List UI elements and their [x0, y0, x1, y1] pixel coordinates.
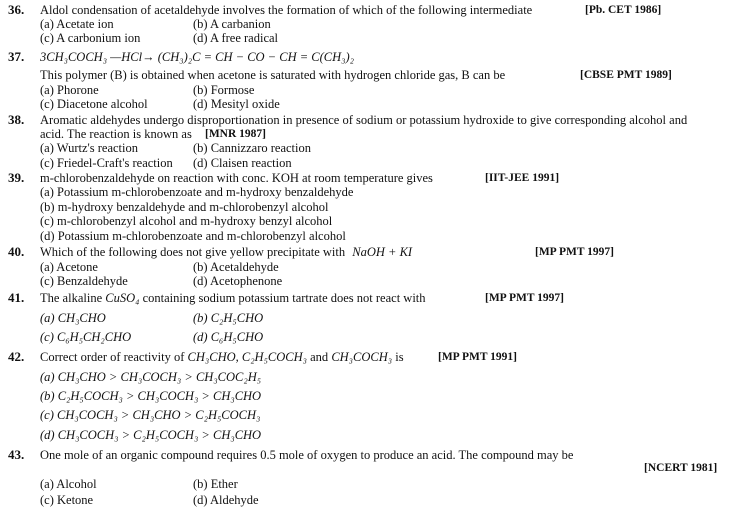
option-b[interactable]: (b) C₂H₅COCH₃ > CH₃COCH₃ > CH₃CHO [40, 389, 262, 403]
question-text: Aromatic aldehydes undergo disproportionation in presence of sodium or potassium hydroxide to give corresponding alcohol and [40, 113, 688, 127]
question-number: 39. [8, 170, 25, 185]
option-a[interactable]: (a) CH₃CHO > CH₃COCH₃ > CH₃COC₂H₅ [40, 370, 262, 384]
question-text: Aldol condensation of acetaldehyde involves the formation of which of the following intermediate [40, 3, 533, 17]
formula: CH₃COCH₃ [331, 350, 393, 364]
option-b[interactable]: (b) Ether [193, 477, 238, 491]
question-number: 37. [8, 49, 25, 64]
option-c[interactable]: (c) Friedel-Craft's reaction [40, 156, 173, 170]
option-b[interactable]: (b) Formose [193, 83, 255, 97]
question-text: This polymer (B) is obtained when acetone is saturated with hydrogen chloride gas, B can be [40, 68, 506, 82]
option-c[interactable]: (c) Diacetone alcohol [40, 97, 148, 111]
question-text: One mole of an organic compound requires 0.5 mole of oxygen to produce an acid. The compound may be [40, 448, 574, 462]
formula: CH₃CHO, C₂H₅COCH₃ [187, 350, 307, 364]
question-number: 38. [8, 112, 25, 127]
source-tag: [Pb. CET 1986] [585, 4, 662, 16]
question-text: The alkaline CuSO₄ containing sodium potassium tartrate does not react with [40, 291, 426, 305]
option-a[interactable]: (a) Phorone [40, 83, 99, 97]
option-a[interactable]: (a) Wurtz's reaction [40, 141, 138, 155]
question-number: 41. [8, 290, 25, 305]
option-c[interactable]: (c) C₆H₅CH₂CHO [40, 330, 132, 344]
option-a[interactable]: (a) Acetone [40, 260, 98, 274]
option-c[interactable]: (c) CH₃COCH₃ > CH₃CHO > C₂H₅COCH₃ [40, 408, 261, 422]
source-tag: [NCERT 1981] [644, 462, 718, 474]
option-c[interactable]: (c) m-chlorobenzyl alcohol and m-hydroxy benzyl alcohol [40, 214, 333, 228]
option-c[interactable]: (c) A carbonium ion [40, 31, 141, 45]
option-c[interactable]: (c) Benzaldehyde [40, 274, 128, 288]
option-d[interactable]: (d) Acetophenone [193, 274, 283, 288]
option-d[interactable]: (d) Aldehyde [193, 493, 259, 507]
source-tag: [MP PMT 1991] [438, 351, 517, 363]
option-d[interactable]: (d) C₆H₅CHO [193, 330, 264, 344]
option-b[interactable]: (b) Cannizzaro reaction [193, 141, 311, 155]
question-text: Which of the following does not give yellow precipitate with NaOH + KI [40, 245, 413, 259]
question-text: m-chlorobenzaldehyde on reaction with conc. KOH at room temperature gives [40, 171, 433, 185]
option-a[interactable]: (a) Potassium m-chlorobenzoate and m-hydroxy benzaldehyde [40, 185, 354, 199]
source-tag: [IIT-JEE 1991] [485, 172, 560, 184]
formula: NaOH + KI [352, 245, 413, 259]
option-b[interactable]: (b) m-hydroxy benzaldehyde and m-chlorobenzyl alcohol [40, 200, 329, 214]
option-b[interactable]: (b) C₂H₅CHO [193, 311, 264, 325]
reaction-equation: 3CH₃COCH₃ —HCl→ (CH₃)₂C = CH − CO − CH = C(CH₃)₂ [40, 50, 355, 64]
source-tag: [MP PMT 1997] [535, 246, 614, 258]
question-text: Correct order of reactivity of CH₃CHO, C₂H₅COCH₃ and CH₃COCH₃ is [40, 350, 404, 364]
source-tag: [MP PMT 1997] [485, 292, 564, 304]
option-b[interactable]: (b) Acetaldehyde [193, 260, 279, 274]
option-d[interactable]: (d) A free radical [193, 31, 279, 45]
option-d[interactable]: (d) Claisen reaction [193, 156, 292, 170]
option-c[interactable]: (c) Ketone [40, 493, 94, 507]
option-d[interactable]: (d) Mesityl oxide [193, 97, 280, 111]
question-number: 43. [8, 447, 25, 462]
option-d[interactable]: (d) Potassium m-chlorobenzoate and m-chlorobenzyl alcohol [40, 229, 346, 243]
source-tag: [CBSE PMT 1989] [580, 69, 672, 81]
question-number: 40. [8, 244, 25, 259]
source-tag: [MNR 1987] [205, 128, 266, 140]
option-a[interactable]: (a) Acetate ion [40, 17, 114, 31]
option-a[interactable]: (a) CH₃CHO [40, 311, 106, 325]
question-text-continued: acid. The reaction is known as [40, 127, 192, 141]
question-number: 36. [8, 2, 25, 17]
option-a[interactable]: (a) Alcohol [40, 477, 97, 491]
question-number: 42. [8, 349, 25, 364]
formula: CuSO₄ [105, 291, 140, 305]
option-b[interactable]: (b) A carbanion [193, 17, 271, 31]
option-d[interactable]: (d) CH₃COCH₃ > C₂H₅COCH₃ > CH₃CHO [40, 428, 262, 442]
